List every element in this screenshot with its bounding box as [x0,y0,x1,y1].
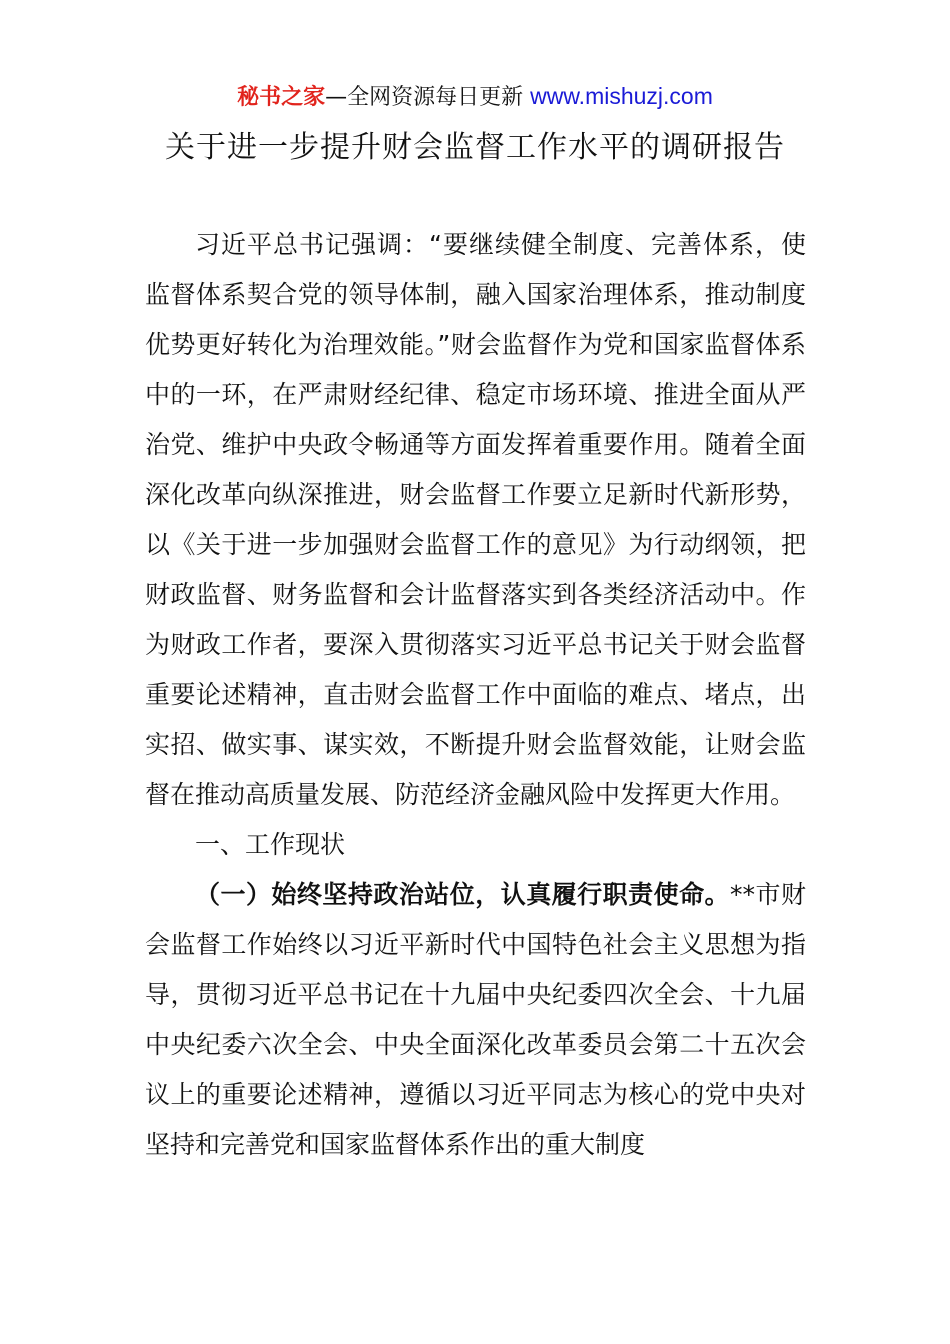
brand-name: 秘书之家 [237,85,326,110]
subsection-paragraph [145,870,806,1170]
subsection-lead: （一）始终坚持政治站位，认真履行职责使命。 [195,880,731,909]
site-url-link[interactable]: www.mishuzj.com [530,83,713,109]
intro-paragraph: 习近平总书记强调：“要继续健全制度、完善体系，使监督体系契合党的领导体制，融入国家治理体系，推动制度优势更好转化为治理效能。”财会监督作为党和国家监督体系中的一环，在严肃财经纪律、稳定市场环境、推进全面从严治党、维护中央政令畅通等方面发挥着重要作用。随着全面深化改革向纵深推进，财会监督工作要立足新时代新形势，以《关于进一步加强财会监督工作的意见》为行动纲领，把财政监督、财务监督和会计监督落实到各类经济活动中。作为财政工作者，要深入贯彻落实习近平总书记关于财会监督重要论述精神，直击财会监督工作中面临的难点、堵点，出实招、做实事、谋实效，不断提升财会监督效能，让财会监督在推动高质量发展、防范经济金融风险中发挥更大作用。 [145,230,806,809]
subsection-text: **市财会监督工作始终以习近平新时代中国特色社会主义思想为指导，贯彻习近平总书记在十九届中央纪委四次全会、十九届中央纪委六次全会、中央全面深化改革委员会第二十五次会议上的重要论述精神，遵循以习近平同志为核心的党中央对坚持和完善党和国家监督体系作出的重大制度 [145,880,806,1159]
document-body [145,220,806,1170]
site-banner [0,80,950,114]
section-heading: 一、工作现状 [195,830,346,859]
banner-tagline: —全网资源每日更新 [325,85,531,110]
document-title: 关于进一步提升财会监督工作水平的调研报告 [165,130,785,165]
